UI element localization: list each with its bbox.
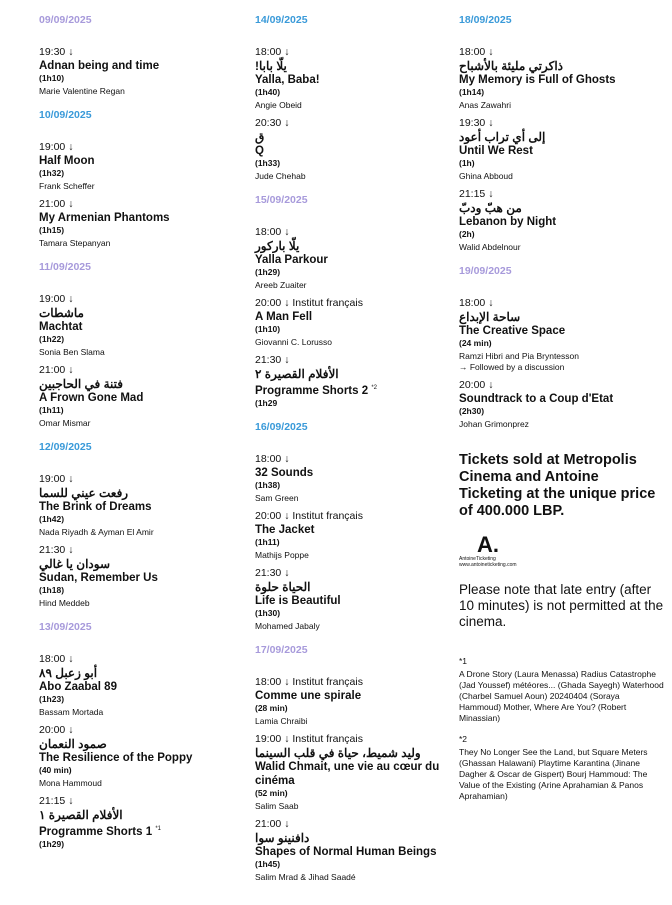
director: Walid Abdelnour [459, 242, 521, 252]
screening-time: 18:00 ↓ [255, 46, 290, 58]
duration: (2h) [459, 229, 475, 239]
film-title-text: Walid Chmait, une vie au cœur du cinéma [255, 760, 440, 787]
screening-time: 19:30 ↓ [459, 117, 494, 129]
director: Bassam Mortada [39, 707, 104, 717]
screening-time: 19:00 ↓ Institut français [255, 732, 363, 745]
duration: (1h33) [255, 158, 281, 168]
screening-time: 19:00 ↓ [39, 473, 74, 485]
film-title [39, 571, 239, 585]
film-title [459, 392, 664, 406]
duration: (1h10) [39, 73, 65, 83]
film-title-text: My Armenian Phantoms [39, 212, 170, 224]
logo-name: AntoineTicketing [459, 556, 496, 562]
arabic-title: الحياة حلوة [255, 579, 311, 594]
late-entry-note: Please note that late entry (after 10 minutes) is not permitted at the cinema. [459, 582, 664, 629]
screening [459, 297, 664, 373]
screening [255, 733, 450, 812]
film-title [255, 689, 450, 703]
film-title-text: A Man Fell [255, 311, 313, 323]
film-title [39, 320, 239, 334]
schedule-date: 15/09/2025 [255, 194, 308, 206]
duration: (1h38) [255, 479, 281, 490]
director: Omar Mismar [39, 418, 91, 428]
film-title [459, 215, 664, 229]
antoine-ticketing-logo [459, 534, 529, 568]
arabic-title: رفعت عيني للسما [39, 486, 129, 500]
arabic-title: دافنينو سوا [255, 830, 310, 845]
screening [255, 354, 450, 409]
screening-time: 18:00 ↓ [459, 46, 494, 58]
director: Salim Saab [255, 800, 299, 811]
arabic-title: أبو زعبل ٨٩ [39, 666, 98, 680]
schedule-date: 19/09/2025 [459, 265, 512, 277]
screening-time: 20:00 ↓ Institut français [255, 509, 363, 522]
screening [459, 46, 664, 111]
director: Johan Grimonprez [459, 419, 529, 429]
film-title-text: Abo Zaabal 89 [39, 681, 117, 693]
schedule-date: 16/09/2025 [255, 420, 308, 433]
screening [459, 379, 664, 430]
film-title-text: Sudan, Remember Us [39, 572, 158, 584]
screening-time: 21:30 ↓ [255, 354, 290, 366]
schedule-column-2 [255, 14, 450, 889]
screening [39, 46, 239, 97]
director: Salim Mrad & Jihad Saadé [255, 871, 356, 882]
screening [39, 795, 239, 850]
film-title [39, 154, 239, 168]
film-title-text: Shapes of Normal Human Beings [255, 845, 437, 858]
arabic-title: سودان يا غالي [39, 557, 110, 571]
duration: (28 min) [255, 702, 288, 713]
film-title [255, 523, 450, 537]
duration: (24 min) [459, 338, 492, 348]
arabic-title: يلّا باركور [255, 239, 300, 253]
film-title-text: Programme Shorts 1 [39, 825, 153, 838]
screening [39, 653, 239, 718]
director: Marie Valentine Regan [39, 86, 125, 96]
schedule-column-1 [39, 14, 239, 856]
director: Hind Meddeb [39, 598, 90, 608]
duration: (2h30) [459, 406, 485, 416]
film-title-text: Until We Rest [459, 145, 533, 157]
discussion-note: → Followed by a discussion [459, 362, 565, 372]
director: Lamia Chraibi [255, 715, 308, 726]
film-title-text: The Jacket [255, 523, 315, 536]
schedule-date: 12/09/2025 [39, 441, 92, 453]
logo-url: www.antoineticketing.com [459, 562, 517, 568]
screening-time: 21:30 ↓ [255, 566, 290, 579]
screening-time: 18:00 ↓ [39, 653, 74, 665]
film-title-text: The Brink of Dreams [39, 501, 152, 513]
screening-time: 19:00 ↓ [39, 293, 74, 305]
duration: (1h30) [255, 607, 281, 618]
film-title [39, 59, 239, 73]
duration: (1h) [459, 158, 475, 168]
screening [255, 676, 450, 727]
duration: (1h29) [39, 838, 65, 849]
screening-time: 18:00 ↓ [255, 226, 290, 238]
screening [255, 567, 450, 632]
film-title-text: Yalla, Baba! [255, 74, 320, 86]
schedule-date: 10/09/2025 [39, 109, 92, 121]
film-title-text: Adnan being and time [39, 60, 160, 72]
film-title-text: Q [255, 145, 264, 157]
screening [255, 46, 450, 111]
film-title-text: A Frown Gone Mad [39, 392, 144, 404]
screening [39, 364, 239, 429]
screening-time: 21:15 ↓ [39, 795, 74, 807]
arabic-title: صمود النعمان [39, 737, 107, 751]
director: Areeb Zuaiter [255, 280, 307, 290]
film-title [39, 751, 239, 765]
director: Nada Riyadh & Ayman El Amir [39, 527, 154, 537]
duration: (1h14) [459, 87, 485, 97]
screening [39, 293, 239, 358]
screening-time: 19:00 ↓ [39, 141, 74, 153]
logo-mark: A. [477, 532, 499, 557]
arabic-title: الأفلام القصيرة ٢ [255, 367, 339, 381]
film-title [255, 845, 450, 859]
director: Angie Obeid [255, 100, 302, 110]
director: Tamara Stepanyan [39, 238, 111, 248]
footnote-2: *2 They No Longer See the Land, but Square Meters (Ghassan Halawani) Playtime Karantina (Jinane Dagher & Oscar de Gispert) Bourj Hammoud: The Value of the Existing (Arine Aprahamian & Panos Aprahamian) [459, 734, 664, 802]
duration: (1h32) [39, 168, 65, 178]
director: Giovanni C. Lorusso [255, 337, 333, 347]
film-title [255, 760, 450, 788]
film-title [39, 822, 239, 839]
screening-time: 19:30 ↓ [39, 46, 74, 58]
screening-time: 18:00 ↓ [255, 452, 290, 465]
film-title-text: Lebanon by Night [459, 216, 557, 228]
duration: (1h22) [39, 334, 65, 344]
screening [459, 188, 664, 253]
director: Mathijs Poppe [255, 549, 309, 560]
film-title-text: Half Moon [39, 155, 95, 167]
screening-time: 20:30 ↓ [255, 117, 290, 129]
screening [39, 724, 239, 789]
duration: (1h29 [255, 397, 278, 408]
director: Anas Zawahri [459, 100, 511, 110]
duration: (1h29) [255, 267, 281, 277]
film-title [255, 466, 450, 480]
director: Frank Scheffer [39, 181, 95, 191]
schedule-date: 18/09/2025 [459, 14, 512, 26]
screening [255, 510, 450, 561]
film-title [255, 381, 450, 398]
schedule-date: 11/09/2025 [39, 261, 91, 273]
film-title [255, 594, 450, 608]
screening-time: 20:00 ↓ [39, 724, 74, 736]
film-title-text: Yalla Parkour [255, 254, 328, 266]
screening-time: 21:00 ↓ [39, 198, 74, 210]
screening-time: 20:00 ↓ [459, 379, 494, 391]
duration: (1h42) [39, 514, 65, 524]
director: Mohamed Jabaly [255, 620, 320, 631]
film-title [255, 253, 450, 267]
film-title-text: The Creative Space [459, 325, 566, 337]
schedule-date: 09/09/2025 [39, 14, 92, 26]
duration: (40 min) [39, 765, 72, 775]
director: Ghina Abboud [459, 171, 513, 181]
film-title-text: Soundtrack to a Coup d'Etat [459, 393, 614, 405]
film-title [255, 310, 450, 324]
footnote-ref: *2 [371, 385, 377, 391]
film-title-text: My Memory is Full of Ghosts [459, 74, 616, 86]
arabic-title: إلى أي تراب أعود [459, 130, 546, 144]
duration: (1h11) [39, 405, 64, 415]
duration: (1h18) [39, 585, 65, 595]
film-title [459, 324, 664, 338]
schedule-column-3 [459, 14, 664, 802]
screening [255, 297, 450, 348]
film-title-text: Life is Beautiful [255, 594, 341, 607]
duration: (1h45) [255, 858, 281, 869]
duration: (1h15) [39, 225, 65, 235]
schedule-date: 17/09/2025 [255, 643, 308, 656]
film-title [255, 144, 450, 158]
footnote-ref: *1 [155, 826, 161, 832]
film-title [39, 391, 239, 405]
film-title [459, 73, 664, 87]
arabic-title: الأفلام القصيرة ١ [39, 808, 123, 822]
screening [39, 473, 239, 538]
director: Ramzi Hibri and Pia Bryntesson [459, 351, 579, 361]
screening-time: 18:00 ↓ [459, 297, 494, 309]
screening [39, 198, 239, 249]
screening [255, 226, 450, 291]
screening [459, 117, 664, 182]
film-title-text: Comme une spirale [255, 689, 362, 702]
arabic-title: يلّا بابا! [255, 59, 287, 73]
schedule-date: 14/09/2025 [255, 14, 308, 26]
arabic-title: من هبّ ودبّ [459, 201, 522, 215]
screening [255, 818, 450, 883]
director: Mona Hammoud [39, 778, 102, 788]
screening-time: 18:00 ↓ Institut français [255, 675, 363, 688]
column-3-days [459, 14, 664, 430]
duration: (1h11) [255, 536, 280, 547]
screening [255, 117, 450, 182]
film-title-text: Programme Shorts 2 [255, 384, 369, 397]
duration: (52 min) [255, 787, 288, 798]
screening [255, 453, 450, 504]
arabic-title: ماشطات [39, 306, 84, 320]
tickets-info: Tickets sold at Metropolis Cinema and Antoine Ticketing at the unique price of 400.000 LBP. [459, 452, 656, 519]
arabic-title: ساحة الإبداع [459, 310, 521, 324]
film-title [255, 73, 450, 87]
screening-time: 21:00 ↓ [39, 364, 74, 376]
film-title-text: Machtat [39, 321, 83, 333]
arabic-title: وليد شميط، حياة في قلب السينما [255, 745, 421, 760]
film-title-text: 32 Sounds [255, 466, 314, 479]
duration: (1h10) [255, 324, 281, 334]
duration: (1h23) [39, 694, 65, 704]
arabic-title: ق [255, 130, 265, 144]
schedule-date: 13/09/2025 [39, 621, 92, 633]
screening [39, 544, 239, 609]
director: Sam Green [255, 492, 299, 503]
footnote-1-text: A Drone Story (Laura Menassa) Radius Catastrophe (Jad Youssef) météores... (Ghada Sayegh) Waterhood (Charbel Samuel Aoun) 20240404 (Soraya Hammoud) Mother, Where Are You? (Robert Minassian) [459, 669, 664, 723]
footnote-2-text: They No Longer See the Land, but Square Meters (Ghassan Halawani) Playtime Karantina (Jinane Dagher & Oscar de Gispert) Bourj Hammoud: The Value of the Existing (Arine Aprahamian & Panos Aprahamian) [459, 747, 648, 801]
film-title [39, 500, 239, 514]
screening-time: 21:15 ↓ [459, 188, 494, 200]
film-title [459, 144, 664, 158]
arabic-title: ذاكرتي مليئة بالأشباح [459, 59, 564, 73]
duration: (1h40) [255, 87, 281, 97]
footnote-1: *1 A Drone Story (Laura Menassa) Radius Catastrophe (Jad Youssef) météores... (Ghada Sayegh) Waterhood (Charbel Samuel Aoun) 20240404 (Soraya Hammoud) Mother, Where Are You? (Robert Minassian) [459, 656, 664, 723]
screening-time: 21:00 ↓ [255, 817, 290, 830]
director: Jude Chehab [255, 171, 306, 181]
screening [39, 141, 239, 192]
director: Sonia Ben Slama [39, 347, 105, 357]
arabic-title: فتنة في الحاجبين [39, 377, 124, 391]
screening-time: 21:30 ↓ [39, 544, 74, 556]
film-title [39, 680, 239, 694]
film-title [39, 211, 239, 225]
film-title-text: The Resilience of the Poppy [39, 752, 193, 764]
screening-time: 20:00 ↓ Institut français [255, 297, 363, 309]
